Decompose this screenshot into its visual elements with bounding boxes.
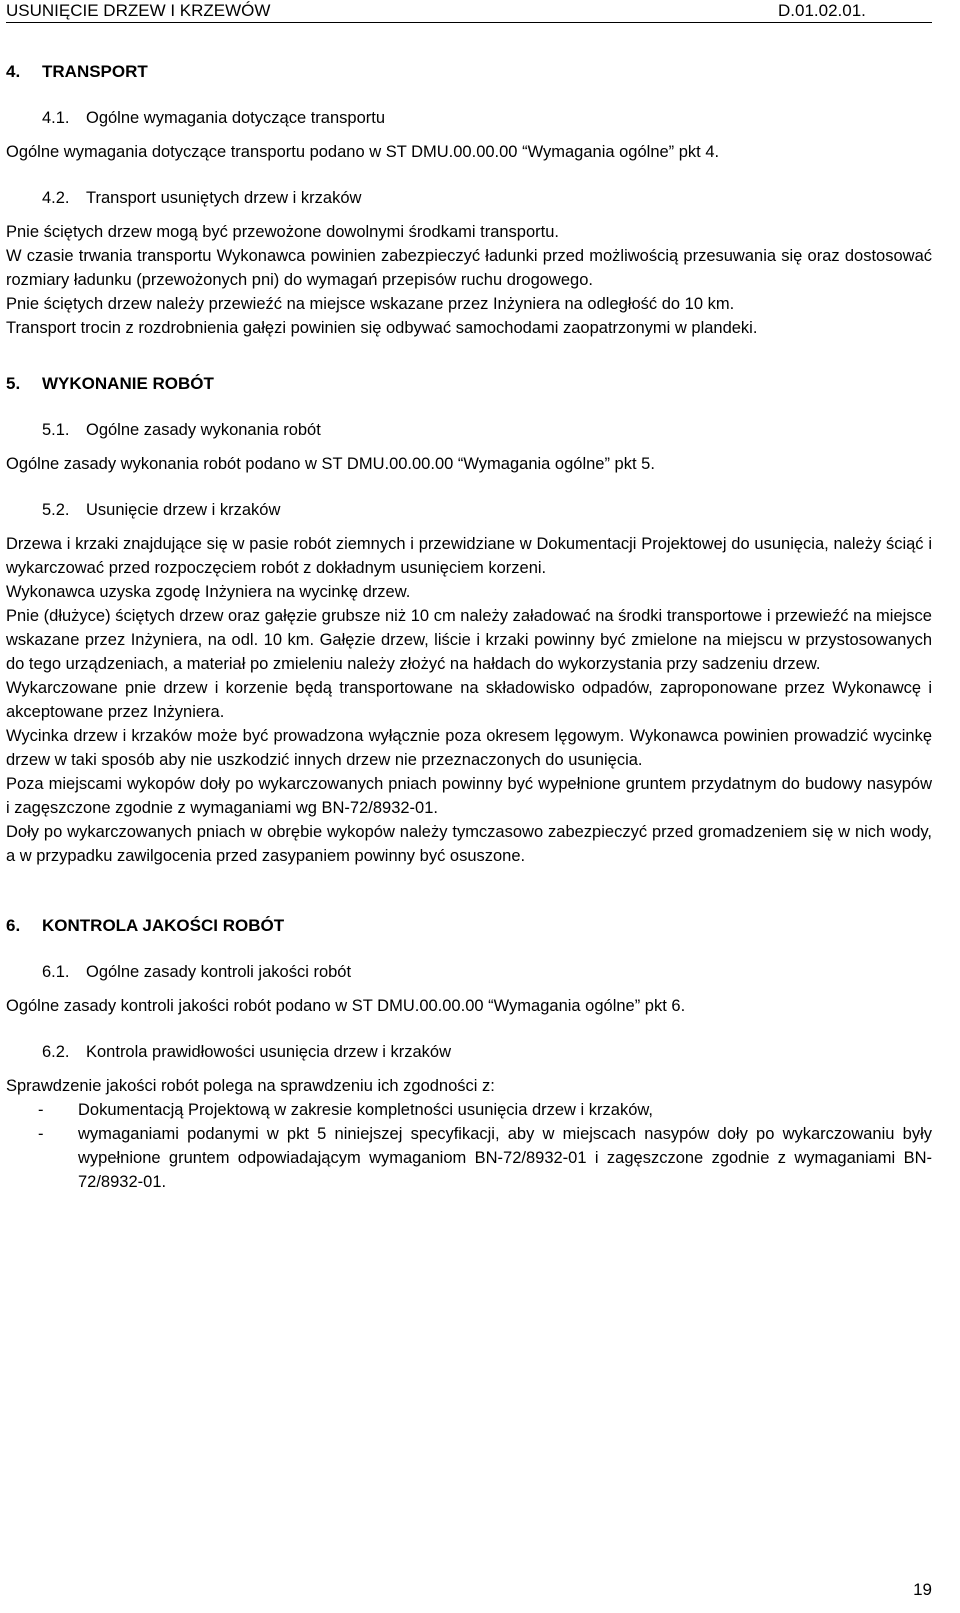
running-header — [6, 0, 932, 23]
paragraph: Pnie ściętych drzew należy przewieźć na miejsce wskazane przez Inżyniera na odległość do 10 km. — [6, 295, 735, 313]
requirements-list — [6, 1098, 932, 1194]
subsection-title: Kontrola prawidłowości usunięcia drzew i krzaków — [86, 1043, 451, 1061]
subsection-title: Ogólne zasady wykonania robót — [86, 421, 321, 439]
header-title: USUNIĘCIE DRZEW I KRZEWÓW — [6, 1, 271, 20]
paragraph: Doły po wykarczowanych pniach w obrębie wykopów należy tymczasowo zabezpieczyć przed gromadzeniem się w nich wody, a w przypadku zawilgocenia przed zasypaniem powinny być osuszone. — [6, 823, 932, 865]
paragraph: Ogólne zasady wykonania robót podano w ST DMU.00.00.00 “Wymagania ogólne” pkt 5. — [6, 455, 655, 473]
paragraph: Sprawdzenie jakości robót polega na sprawdzeniu ich zgodności z: — [6, 1077, 495, 1095]
subsection-number: 4.1. — [42, 109, 70, 127]
section-heading — [6, 372, 932, 396]
subsection-heading — [6, 418, 932, 442]
section-number: 4. — [6, 62, 21, 81]
list-dash: - — [38, 1101, 44, 1119]
subsection-number: 4.2. — [42, 189, 70, 207]
subsection-heading — [6, 106, 932, 130]
subsection-heading — [6, 1040, 932, 1064]
subsection-title: Usunięcie drzew i krzaków — [86, 501, 281, 519]
section-number: 5. — [6, 374, 21, 393]
subsection-heading — [6, 186, 932, 210]
subsection-number: 6.1. — [42, 963, 70, 981]
paragraph: Pnie ściętych drzew mogą być przewożone dowolnymi środkami transportu. — [6, 223, 559, 241]
header-code: D.01.02.01. — [778, 1, 866, 20]
list-item — [6, 1122, 932, 1194]
subsection-heading — [6, 960, 932, 984]
paragraph: Pnie (dłużyce) ściętych drzew oraz gałęzie grubsze niż 10 cm należy załadować na środki transportowe i przewieźć na miejsce wskazane przez Inżyniera, na odl. 10 km. Gałęzie drzew, liście i krzaki powinny być zmielone na miejscu w przystosowanych do tego urządzeniach, a materiał po zmieleniu należy złożyć na hałdach do wykorzystania przy sadzeniu drzew. — [6, 607, 932, 673]
section-heading — [6, 60, 932, 84]
subsection-title: Ogólne zasady kontroli jakości robót — [86, 963, 352, 981]
section-title: WYKONANIE ROBÓT — [42, 374, 214, 393]
paragraph: Ogólne zasady kontroli jakości robót podano w ST DMU.00.00.00 “Wymagania ogólne” pkt 6. — [6, 997, 686, 1015]
paragraph: Drzewa i krzaki znajdujące się w pasie robót ziemnych i przewidziane w Dokumentacji Projektowej do usunięcia, należy ściąć i wykarczować przed rozpoczęciem robót z dokładnym usunięciem korzeni. — [6, 535, 932, 577]
page-number: 19 — [913, 1580, 932, 1599]
list-item-text: Dokumentacją Projektową w zakresie kompletności usunięcia drzew i krzaków, — [78, 1101, 653, 1119]
list-dash: - — [38, 1125, 44, 1143]
list-item-text: wymaganiami podanymi w pkt 5 niniejszej specyfikacji, aby w miejscach nasypów doły po wykarczowaniu były wypełnione gruntem odpowiadającym wymaganiom BN-72/8932-01 i zagęszczone zgodnie z wymaganiami BN-72/8932-01. — [78, 1125, 932, 1191]
paragraph: Poza miejscami wykopów doły po wykarczowanych pniach powinny być wypełnione gruntem przydatnym do budowy nasypów i zagęszczone zgodnie z wymaganiami wg BN-72/8932-01. — [6, 775, 932, 817]
section-heading — [6, 914, 932, 938]
section-title: TRANSPORT — [42, 62, 148, 81]
subsection-number: 6.2. — [42, 1043, 70, 1061]
paragraph: Wykarczowane pnie drzew i korzenie będą transportowane na składowisko odpadów, zaproponowane przez Wykonawcę i akceptowane przez Inżyniera. — [6, 679, 932, 721]
subsection-title: Ogólne wymagania dotyczące transportu — [86, 109, 385, 127]
section-number: 6. — [6, 916, 21, 935]
document-body — [6, 60, 932, 1194]
paragraph: Ogólne wymagania dotyczące transportu podano w ST DMU.00.00.00 “Wymagania ogólne” pkt 4. — [6, 143, 720, 161]
paragraph: Wycinka drzew i krzaków może być prowadzona wyłącznie poza okresem lęgowym. Wykonawca powinien prowadzić wycinkę drzew w taki sposób aby nie uszkodzić innych drzew nie przeznaczonych do usunięcia. — [6, 727, 932, 769]
list-item — [6, 1098, 932, 1122]
section-title: KONTROLA JAKOŚCI ROBÓT — [42, 916, 285, 935]
subsection-number: 5.2. — [42, 501, 70, 519]
subsection-title: Transport usuniętych drzew i krzaków — [86, 189, 362, 207]
paragraph: W czasie trwania transportu Wykonawca powinien zabezpieczyć ładunki przed możliwością przesuwania się oraz dostosować rozmiary ładunku (przewożonych pni) do wymagań przepisów ruchu drogowego. — [6, 247, 932, 289]
paragraph: Wykonawca uzyska zgodę Inżyniera na wycinkę drzew. — [6, 583, 411, 601]
paragraph: Transport trocin z rozdrobnienia gałęzi powinien się odbywać samochodami zaopatrzonymi w plandeki. — [6, 319, 758, 337]
subsection-number: 5.1. — [42, 421, 70, 439]
subsection-heading — [6, 498, 932, 522]
